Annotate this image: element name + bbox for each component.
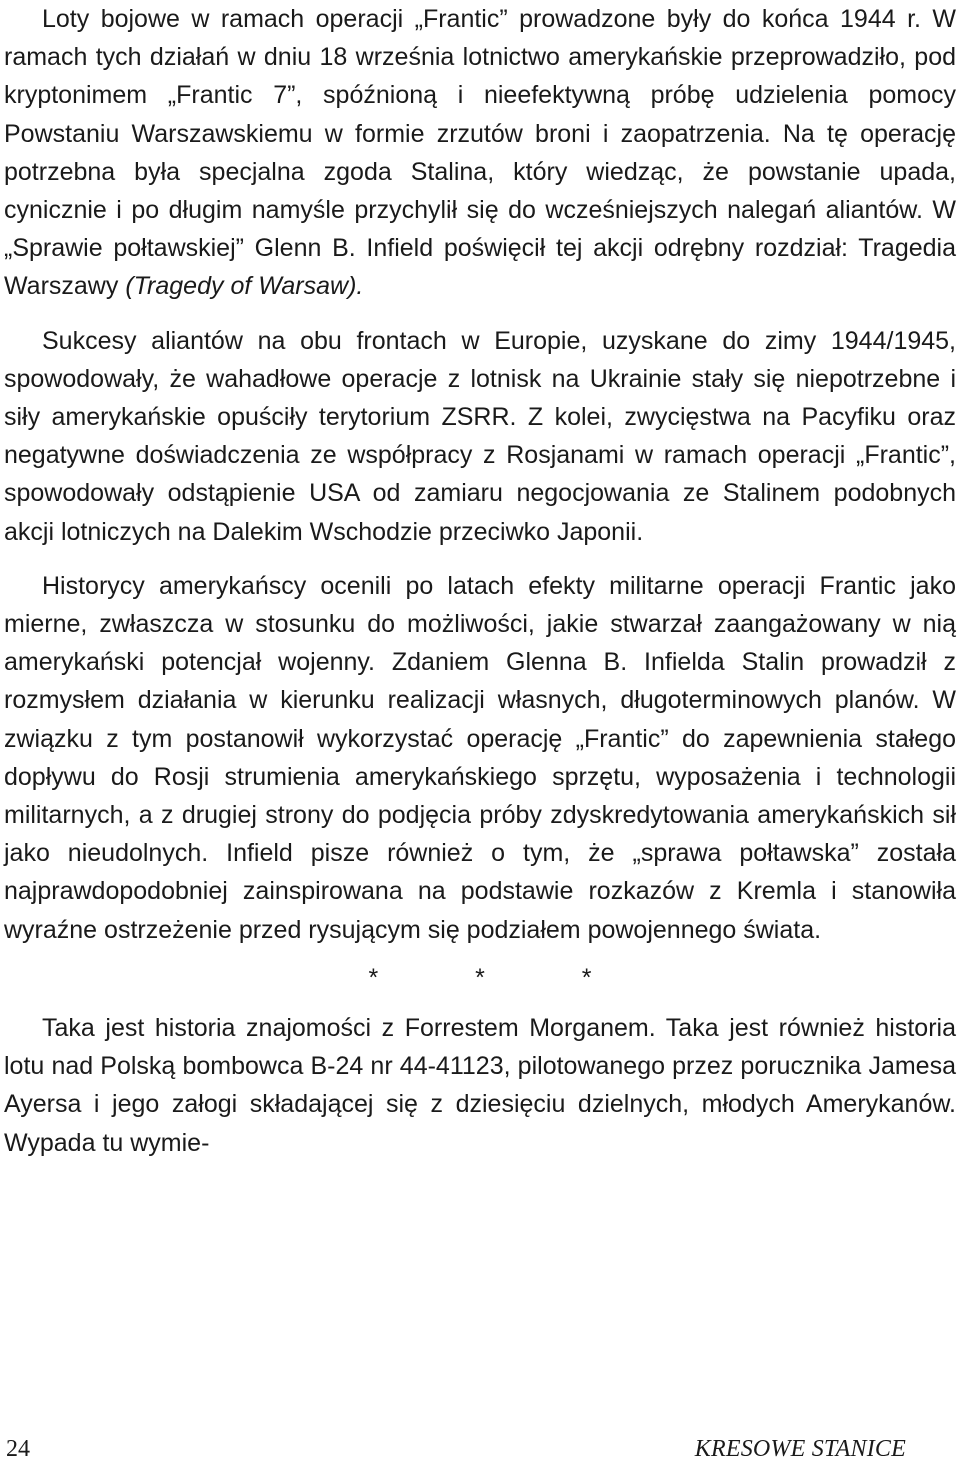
page-number: 24 (6, 1436, 30, 1462)
book-title-italic: (Tragedy of Warsaw). (125, 272, 364, 301)
paragraph-allied-success: Sukcesy aliantów na obu frontach w Europie, uzyskane do zimy 1944/1945, spowodowały, że wahadłowe operacje z lotnisk na Ukrainie stały się niepotrzebne i siły amerykańskie opuściły terytorium ZSRR. Z kolei, zwycięstwa na Pacyfiku oraz negatywne doświadczenia ze współpracy z Rosjanami w ramach operacji „Frantic”, spowodowały odstąpienie USA od zamiaru negocjowania ze Stalinem podobnych akcji lotniczych na Dalekim Wschodzie przeciwko Japonii. (4, 326, 956, 546)
paragraph-forrest-morgan: Taka jest historia znajomości z Forrestem Morganem. Taka jest również historia lotu nad Polską bombowca B-24 nr 44-41123, pilotowanego przez porucznika Jamesa Ayersa i jego załogi składającej się z dziesięciu dzielnych, młodych Amerykanów. Wypada tu wymie- (4, 1014, 956, 1157)
body-text (4, 0, 956, 1162)
section-separator: * * * (368, 963, 592, 992)
running-title: KRESOWE STANICE (694, 1436, 906, 1462)
paragraph-historians-assessment: Historycy amerykańscy ocenili po latach efekty militarne operacji Frantic jako mierne, zwłaszcza w stosunku do możliwości, jakie stwarzał zaangażowany w nią amerykański potencjał wojenny. Zdaniem Glenna B. Infielda Stalin prowadził z rozmysłem działania w kierunku realizacji własnych, długoterminowych planów. W związku z tym postanowił wykorzystać operację „Frantic” do zapewnienia stałego dopływu do Rosji strumienia amerykańskiego sprzętu, wyposażenia i technologii militarnych, a z drugiej strony do podjęcia próby zdyskredytowania amerykańskich sił jako nieudolnych. Infield pisze również o tym, że „sprawa połtawska” została najprawdopodobniej zainspirowana na podstawie rozkazów z Kremla i stanowiła wyraźne ostrzeżenie przed rysującym się podziałem powojennego świata. (4, 571, 956, 944)
paragraph-frantic-text: Loty bojowe w ramach operacji „Frantic” prowadzone były do końca 1944 r. W ramach tych działań w dniu 18 września lotnictwo amerykańskie przeprowadziło, pod kryptonimem „Frantic 7”, spóźnioną i nieefektywną próbę udzielenia pomocy Powstaniu Warszawskiemu w formie zrzutów broni i zaopatrzenia. Na tę operację potrzebna była specjalna zgoda Stalina, który wiedząc, że powstanie upada, cynicznie i po długim namyśle przychylił się do wcześniejszych nalegań aliantów. W „Sprawie połtawskiej” Glenn B. Infield poświęcił tej akcji odrębny rozdział: Tragedia Warszawy (4, 5, 956, 301)
paragraph-frantic-operations (4, 0, 956, 306)
page-footer (6, 1436, 906, 1466)
